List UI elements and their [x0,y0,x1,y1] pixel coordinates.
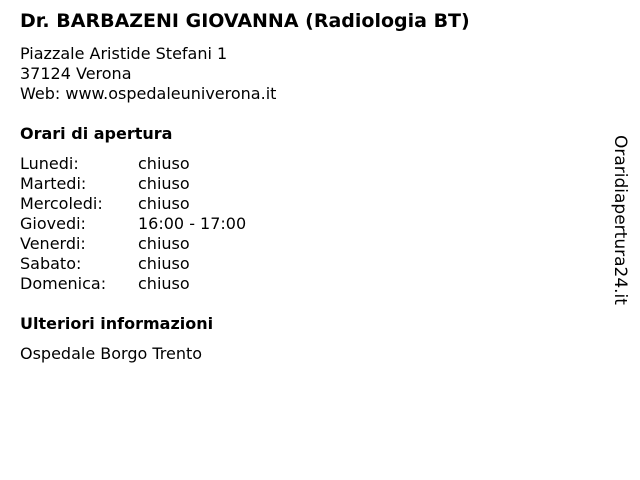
hours-row-friday [20,234,246,254]
day-label: Lunedi: [20,154,79,173]
opening-hours-table [20,154,246,294]
time-value: chiuso [138,274,190,293]
hours-row-saturday [20,254,246,274]
further-info-heading: Ulteriori informazioni [20,314,214,333]
page-title: Dr. BARBAZENI GIOVANNA (Radiologia BT) [20,10,470,32]
site-watermark: Oraridiapertura24.it [610,135,630,305]
time-value: chiuso [138,154,190,173]
address-street: Piazzale Aristide Stefani 1 [20,44,228,63]
time-value: chiuso [138,174,190,193]
day-label: Martedi: [20,174,87,193]
day-label: Domenica: [20,274,107,293]
address-city: 37124 Verona [20,64,132,83]
hours-row-monday [20,154,246,174]
address-block [20,44,276,104]
opening-hours-heading: Orari di apertura [20,124,173,143]
hours-row-sunday [20,274,246,294]
day-label: Giovedi: [20,214,86,233]
day-label: Mercoledi: [20,194,103,213]
day-label: Sabato: [20,254,82,273]
time-value: chiuso [138,254,190,273]
further-info-text: Ospedale Borgo Trento [20,344,203,363]
address-web: Web: www.ospedaleuniverona.it [20,84,277,103]
time-value: chiuso [138,194,190,213]
hours-row-tuesday [20,174,246,194]
hours-row-wednesday [20,194,246,214]
time-value: 16:00 - 17:00 [138,214,247,233]
time-value: chiuso [138,234,190,253]
day-label: Venerdi: [20,234,86,253]
hours-row-thursday [20,214,246,234]
